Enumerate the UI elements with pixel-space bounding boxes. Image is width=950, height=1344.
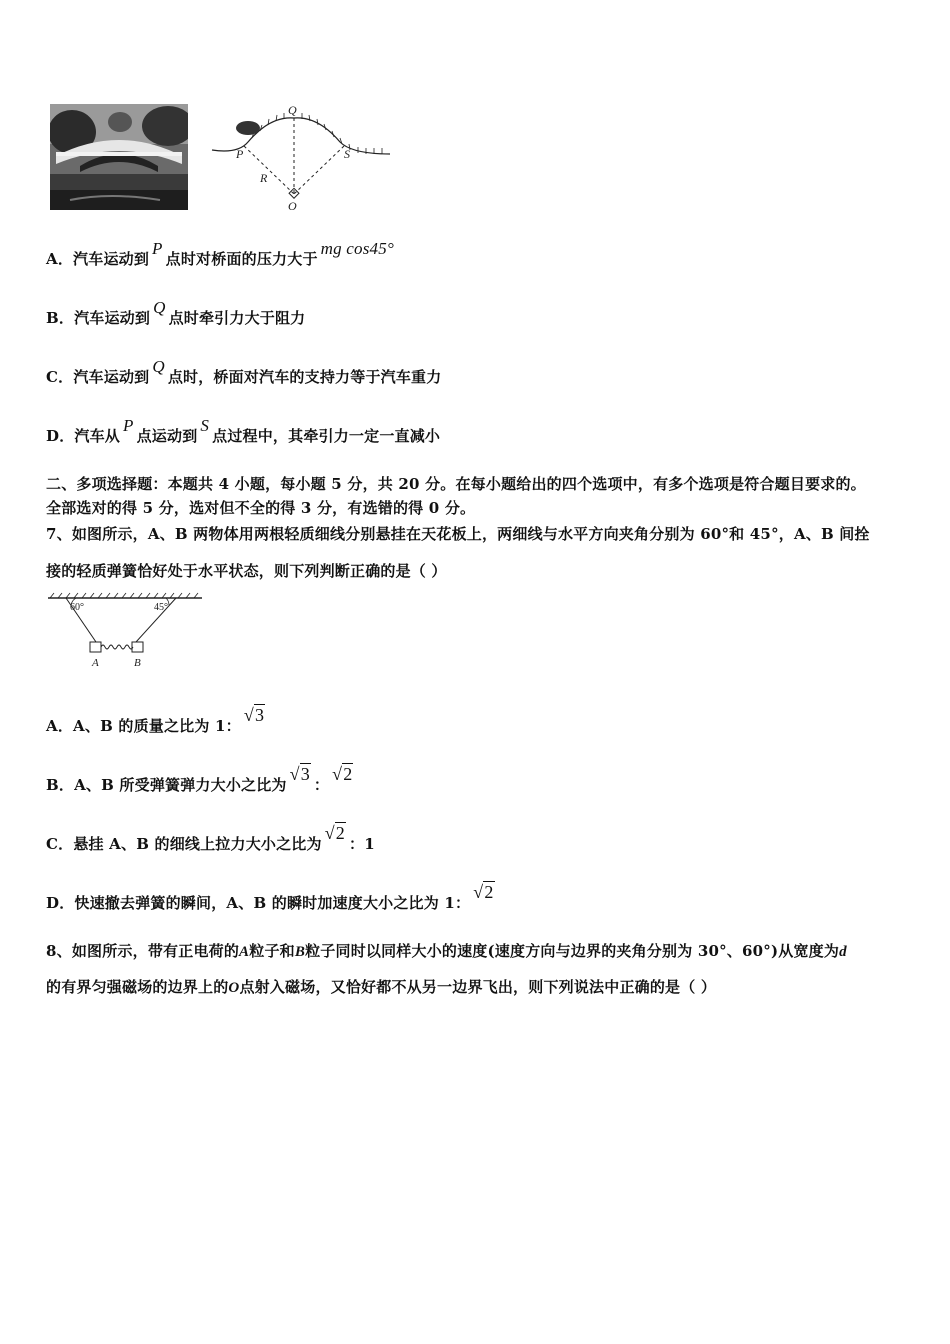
q6-option-c <box>46 357 442 387</box>
label-r: R <box>260 171 268 185</box>
stem-text: 的有界匀强磁场的边界上的 <box>46 978 229 996</box>
option-text: 点时对桥面的压力大于 <box>165 250 318 268</box>
stem-text: 粒子同时以同样大小的速度(速度方向与边界的夹角分别为 30°、60°)从宽度为 <box>305 942 840 960</box>
math-var: O <box>228 980 240 996</box>
option-text: B．A、B 所受弹簧弹力大小之比为 <box>46 776 287 794</box>
section-heading-line2: 全部选对的得 5 分，选对但不全的得 3 分，有选错的得 0 分。 <box>46 499 476 517</box>
q7-option-c <box>46 823 375 854</box>
label-s: S <box>344 147 350 161</box>
angle-label-a: 60° <box>70 602 84 613</box>
q6-option-a <box>46 239 397 269</box>
q7-stem-line1: 7、如图所示，A、B 两物体用两根轻质细线分别悬挂在天花板上，两细线与水平方向夹角分别为 60°和 45°，A、B 间拴 <box>46 525 870 543</box>
q7-option-d <box>46 882 498 913</box>
section-heading-line1: 二、多项选择题：本题共 4 小题，每小题 5 分，共 20 分。在每小题给出的四个选项中，有多个选项是符合题目要求的。 <box>46 475 866 493</box>
math-var: Q <box>152 357 165 376</box>
math-var: A <box>239 944 250 960</box>
math-var: B <box>294 944 306 960</box>
spring-hanging-diagram <box>46 590 206 670</box>
stem-text: 粒子和 <box>249 942 295 960</box>
label-q: Q <box>288 103 297 117</box>
sqrt-expr: √3 <box>289 764 310 784</box>
option-text: C．汽车运动到 <box>46 368 150 386</box>
option-text: ：1 <box>349 835 375 853</box>
option-text: C．悬挂 A、B 的细线上拉力大小之比为 <box>46 835 322 853</box>
q6-option-b <box>46 298 306 328</box>
angle-label-b: 45° <box>154 602 168 613</box>
math-expr: mg cos45° <box>320 239 394 258</box>
option-text: 点过程中，其牵引力一定一直减小 <box>212 427 441 445</box>
option-text: 点运动到 <box>136 427 198 445</box>
q6-option-d <box>46 416 441 446</box>
block-label-b: B <box>134 657 141 669</box>
option-text: 点时，桥面对汽车的支持力等于汽车重力 <box>167 368 442 386</box>
block-label-a: A <box>92 657 99 669</box>
sqrt-expr: √3 <box>243 705 265 725</box>
sqrt-expr: √2 <box>473 882 494 902</box>
math-var: S <box>200 416 210 435</box>
math-var: Q <box>153 298 166 317</box>
q7-stem-line2: 接的轻质弹簧恰好处于水平状态，则下列判断正确的是（ ） <box>46 562 447 580</box>
sqrt-expr: √2 <box>324 823 345 843</box>
stem-text: 点射入磁场，又恰好都不从另一边界飞出，则下列说法中正确的是（ ） <box>239 978 717 996</box>
q7-option-a <box>46 705 268 736</box>
q7-option-b <box>46 764 356 795</box>
math-var: P <box>152 239 163 258</box>
label-p: P <box>236 147 244 161</box>
bridge-photo <box>50 104 188 210</box>
option-text: B．汽车运动到 <box>46 309 151 327</box>
math-var: d <box>839 944 847 960</box>
label-o: O <box>288 199 297 213</box>
option-text: A．汽车运动到 <box>46 250 150 268</box>
stem-text: 8、如图所示，带有正电荷的 <box>46 942 240 960</box>
ratio-separator: ： <box>313 776 330 794</box>
sqrt-expr: √2 <box>332 764 353 784</box>
arc-bridge-diagram <box>208 98 394 214</box>
option-text: 点时牵引力大于阻力 <box>168 309 306 327</box>
option-text: A．A、B 的质量之比为 1： <box>46 717 241 735</box>
option-text: D．汽车从 <box>46 427 121 445</box>
q8-stem-line1 <box>46 940 847 961</box>
q8-stem-line2 <box>46 976 716 997</box>
option-text: D．快速撤去弹簧的瞬间，A、B 的瞬时加速度大小之比为 1： <box>46 894 471 912</box>
math-var: P <box>123 416 134 435</box>
